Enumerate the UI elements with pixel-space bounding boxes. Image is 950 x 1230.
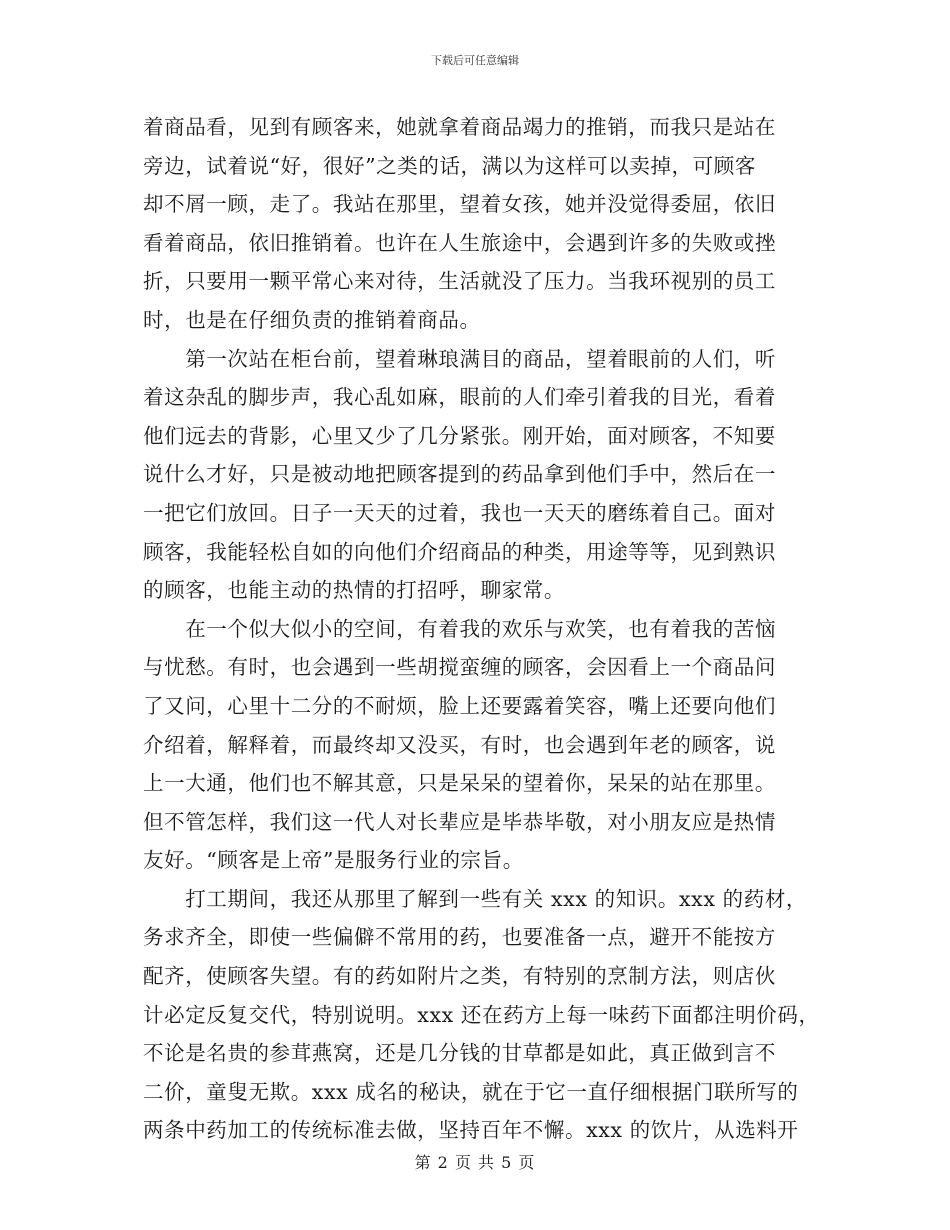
text-line: 务求齐全，即使一些偏僻不常用的药，也要准备一点，避开不能按方 — [143, 925, 776, 950]
text-line: 却不屑一顾，走了。我站在那里，望着女孩，她并没觉得委屈，依旧 — [143, 192, 776, 217]
page-header: 下载后可任意编辑 — [431, 54, 519, 67]
page-footer: 第 2 页 共 5 页 — [414, 1153, 536, 1172]
text-line: 两条中药加工的传统标准去做，坚持百年不懈。xxx 的饮片，从选料开 — [143, 1118, 799, 1143]
text-line: 时，也是在仔细负责的推销着商品。 — [143, 307, 481, 332]
text-line: 说什么才好，只是被动地把顾客提到的药品拿到他们手中，然后在一 — [143, 462, 776, 487]
text-line: 在一个似大似小的空间，有着我的欢乐与欢笑，也有着我的苦恼 — [143, 616, 776, 641]
text-line: 二价，童叟无欺。xxx 成名的秘诀，就在于它一直仔细根据门联所写的 — [143, 1079, 799, 1104]
text-line: 着这杂乱的脚步声，我心乱如麻，眼前的人们牵引着我的目光，看着 — [143, 385, 776, 410]
text-line: 计必定反复交代，特别说明。xxx 还在药方上每一味药下面都注明价码， — [143, 1002, 820, 1027]
text-line: 打工期间，我还从那里了解到一些有关 xxx 的知识。xxx 的药材， — [143, 886, 808, 911]
text-line: 介绍着，解释着，而最终却又没买，有时，也会遇到年老的顾客，说 — [143, 732, 776, 757]
text-line: 了又问，心里十二分的不耐烦，脸上还要露着笑容，嘴上还要向他们 — [143, 693, 776, 718]
text-line: 不论是名贵的参茸燕窝，还是几分钱的甘草都是如此，真正做到言不 — [143, 1041, 776, 1066]
text-line: 第一次站在柜台前，望着琳琅满目的商品，望着眼前的人们，听 — [143, 346, 776, 371]
text-line: 上一大通，他们也不解其意，只是呆呆的望着你，呆呆的站在那里。 — [143, 771, 776, 796]
text-line: 旁边，试着说“好，很好”之类的话，满以为这样可以卖掉，可顾客 — [143, 153, 756, 178]
body-text — [143, 108, 823, 1150]
text-line: 看着商品，依旧推销着。也许在人生旅途中，会遇到许多的失败或挫 — [143, 230, 776, 255]
text-line: 着商品看，见到有顾客来，她就拿着商品竭力的推销，而我只是站在 — [143, 115, 776, 139]
text-line: 顾客，我能轻松自如的向他们介绍商品的种类，用途等等，见到熟识 — [143, 539, 776, 564]
text-line: 与忧愁。有时，也会遇到一些胡搅蛮缠的顾客，会因看上一个商品问 — [143, 655, 776, 680]
text-line: 他们远去的背影，心里又少了几分紧张。刚开始，面对顾客，不知要 — [143, 423, 776, 448]
text-line: 但不管怎样，我们这一代人对长辈应是毕恭毕敬，对小朋友应是热情 — [143, 809, 776, 834]
text-line: 一把它们放回。日子一天天的过着，我也一天天的磨练着自己。面对 — [143, 500, 776, 525]
text-line: 友好。“顾客是上帝”是服务行业的宗旨。 — [143, 848, 524, 873]
text-line: 配齐，使顾客失望。有的药如附片之类，有特别的烹制方法，则店伙 — [143, 964, 776, 989]
text-line: 折，只要用一颗平常心来对待，生活就没了压力。当我环视别的员工 — [143, 269, 776, 294]
text-line: 的顾客，也能主动的热情的打招呼，聊家常。 — [143, 578, 565, 603]
